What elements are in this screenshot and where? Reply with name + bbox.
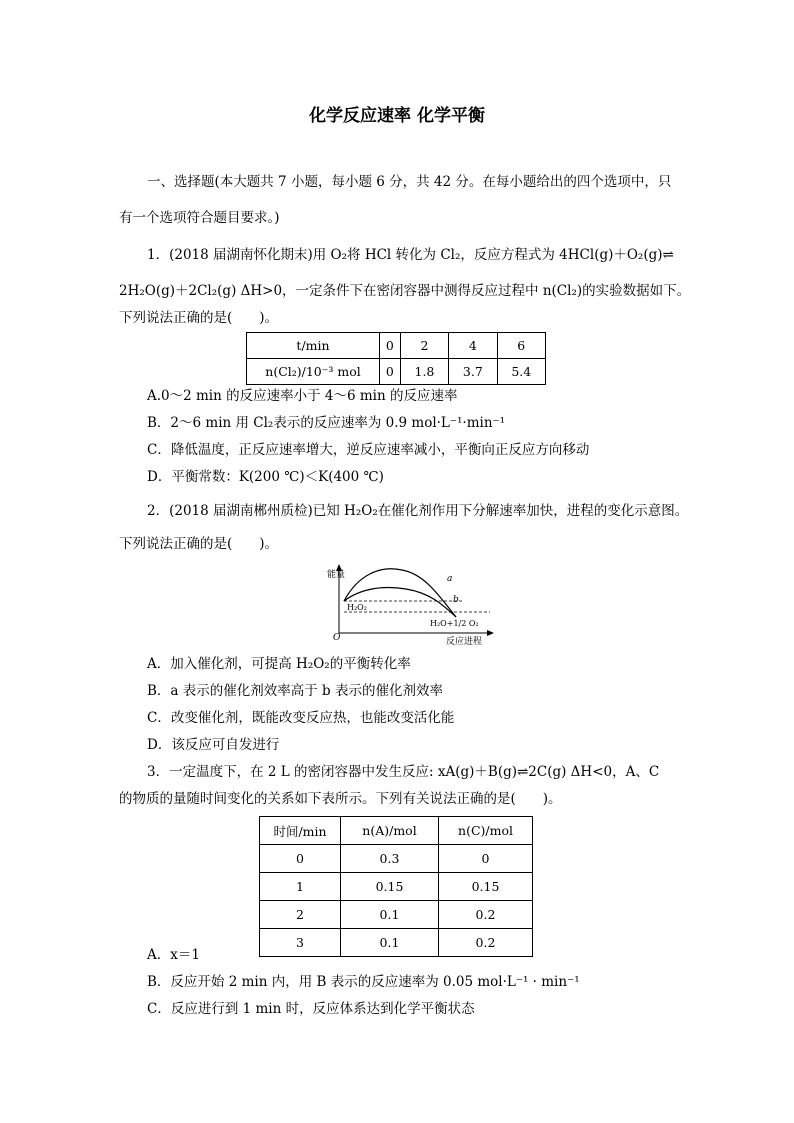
table-cell: 1.8 bbox=[400, 359, 448, 385]
table-cell: 3.7 bbox=[449, 359, 497, 385]
table-cell: 0.1 bbox=[341, 901, 439, 929]
table-cell: 4 bbox=[449, 333, 497, 359]
table-row bbox=[260, 929, 533, 957]
x-axis-label: 反应进程 bbox=[446, 637, 483, 647]
table-cell: 2 bbox=[260, 901, 341, 929]
x-axis-arrow bbox=[487, 630, 494, 636]
q1-option-b: B．2～6 min 用 Cl₂表示的反应速率为 0.9 mol·L⁻¹·min⁻¹ bbox=[147, 415, 506, 431]
q3-option-c: C．反应进行到 1 min 时，反应体系达到化学平衡状态 bbox=[147, 1001, 475, 1017]
curve-b-label: b bbox=[453, 595, 459, 605]
table-row bbox=[260, 817, 533, 845]
table-row bbox=[247, 359, 546, 385]
q1-stem-line2: 2H₂O(g)＋2Cl₂(g) ΔH>0，一定条件下在密闭容器中测得反应过程中 n(Cl₂)的实验数据如下。 bbox=[119, 283, 691, 299]
table-cell: 5.4 bbox=[497, 359, 545, 385]
q3-stem-line2: 的物质的量随时间变化的关系如下表所示。下列有关说法正确的是( )。 bbox=[119, 791, 562, 807]
table-cell: 0 bbox=[439, 845, 533, 873]
origin-label: O bbox=[333, 633, 341, 643]
q2-energy-diagram bbox=[320, 560, 500, 650]
table-header: n(A)/mol bbox=[341, 817, 439, 845]
q2-option-a: A．加入催化剂，可提高 H₂O₂的平衡转化率 bbox=[147, 656, 411, 672]
y-axis-label: 能量 bbox=[327, 570, 346, 580]
table-cell: 0 bbox=[380, 333, 401, 359]
q2-option-b: B．a 表示的催化剂效率高于 b 表示的催化剂效率 bbox=[147, 683, 443, 699]
q1-option-d: D．平衡常数：K(200 ℃)＜K(400 ℃) bbox=[147, 469, 384, 485]
table-row bbox=[260, 845, 533, 873]
table-cell: 0 bbox=[380, 359, 401, 385]
table-header: 时间/min bbox=[260, 817, 341, 845]
table-cell: 0.15 bbox=[439, 873, 533, 901]
table-cell: 0.2 bbox=[439, 901, 533, 929]
curve-a-label: a bbox=[447, 574, 453, 584]
section-intro-line2: 有一个选项符合题目要求。) bbox=[119, 210, 280, 226]
table-cell: 3 bbox=[260, 929, 341, 957]
q3-option-b: B．反应开始 2 min 内，用 B 表示的反应速率为 0.05 mol·L⁻¹ · min⁻¹ bbox=[147, 974, 580, 990]
q1-stem-line1: 1．(2018 届湖南怀化期末)用 O₂将 HCl 转化为 Cl₂，反应方程式为 4HCl(g)＋O₂(g)⇌ bbox=[147, 247, 674, 263]
q2-stem-line2: 下列说法正确的是( )。 bbox=[119, 536, 279, 552]
q1-data-table bbox=[246, 332, 546, 385]
q2-option-d: D．该反应可自发进行 bbox=[147, 737, 280, 753]
reactant-label: H₂O₂ bbox=[347, 603, 367, 612]
table-cell: 0.3 bbox=[341, 845, 439, 873]
q2-option-c: C．改变催化剂，既能改变反应热，也能改变活化能 bbox=[147, 710, 455, 726]
q2-stem-line1: 2．(2018 届湖南郴州质检)已知 H₂O₂在催化剂作用下分解速率加快，进程的变化示意图。 bbox=[147, 503, 689, 519]
table-cell: 1 bbox=[260, 873, 341, 901]
q1-stem-line3: 下列说法正确的是( )。 bbox=[119, 310, 279, 326]
table-cell: 6 bbox=[497, 333, 545, 359]
section-intro-line1: 一、选择题(本大题共 7 小题，每小题 6 分，共 42 分。在每小题给出的四个选项中，只 bbox=[147, 174, 672, 190]
page-title: 化学反应速率 化学平衡 bbox=[309, 106, 485, 126]
table-cell: 0 bbox=[260, 845, 341, 873]
q3-stem-line1: 3．一定温度下，在 2 L 的密闭容器中发生反应: xA(g)＋B(g)⇌2C(g) ΔH<0，A、C bbox=[147, 764, 660, 780]
table-cell: 0.1 bbox=[341, 929, 439, 957]
table-row bbox=[247, 333, 546, 359]
table-cell: 0.2 bbox=[439, 929, 533, 957]
product-label: H₂O+1/2 O₂ bbox=[430, 619, 479, 628]
table-cell: t/min bbox=[247, 333, 380, 359]
table-row bbox=[260, 901, 533, 929]
q1-option-a: A.0～2 min 的反应速率小于 4～6 min 的反应速率 bbox=[147, 388, 458, 404]
q1-option-c: C．降低温度，正反应速率增大，逆反应速率减小，平衡向正反应方向移动 bbox=[147, 442, 590, 458]
table-header: n(C)/mol bbox=[439, 817, 533, 845]
table-cell: n(Cl₂)/10⁻³ mol bbox=[247, 359, 380, 385]
table-row bbox=[260, 873, 533, 901]
q3-data-table bbox=[259, 816, 533, 957]
table-cell: 0.15 bbox=[341, 873, 439, 901]
table-cell: 2 bbox=[400, 333, 448, 359]
q3-option-a: A．x＝1 bbox=[147, 947, 200, 963]
